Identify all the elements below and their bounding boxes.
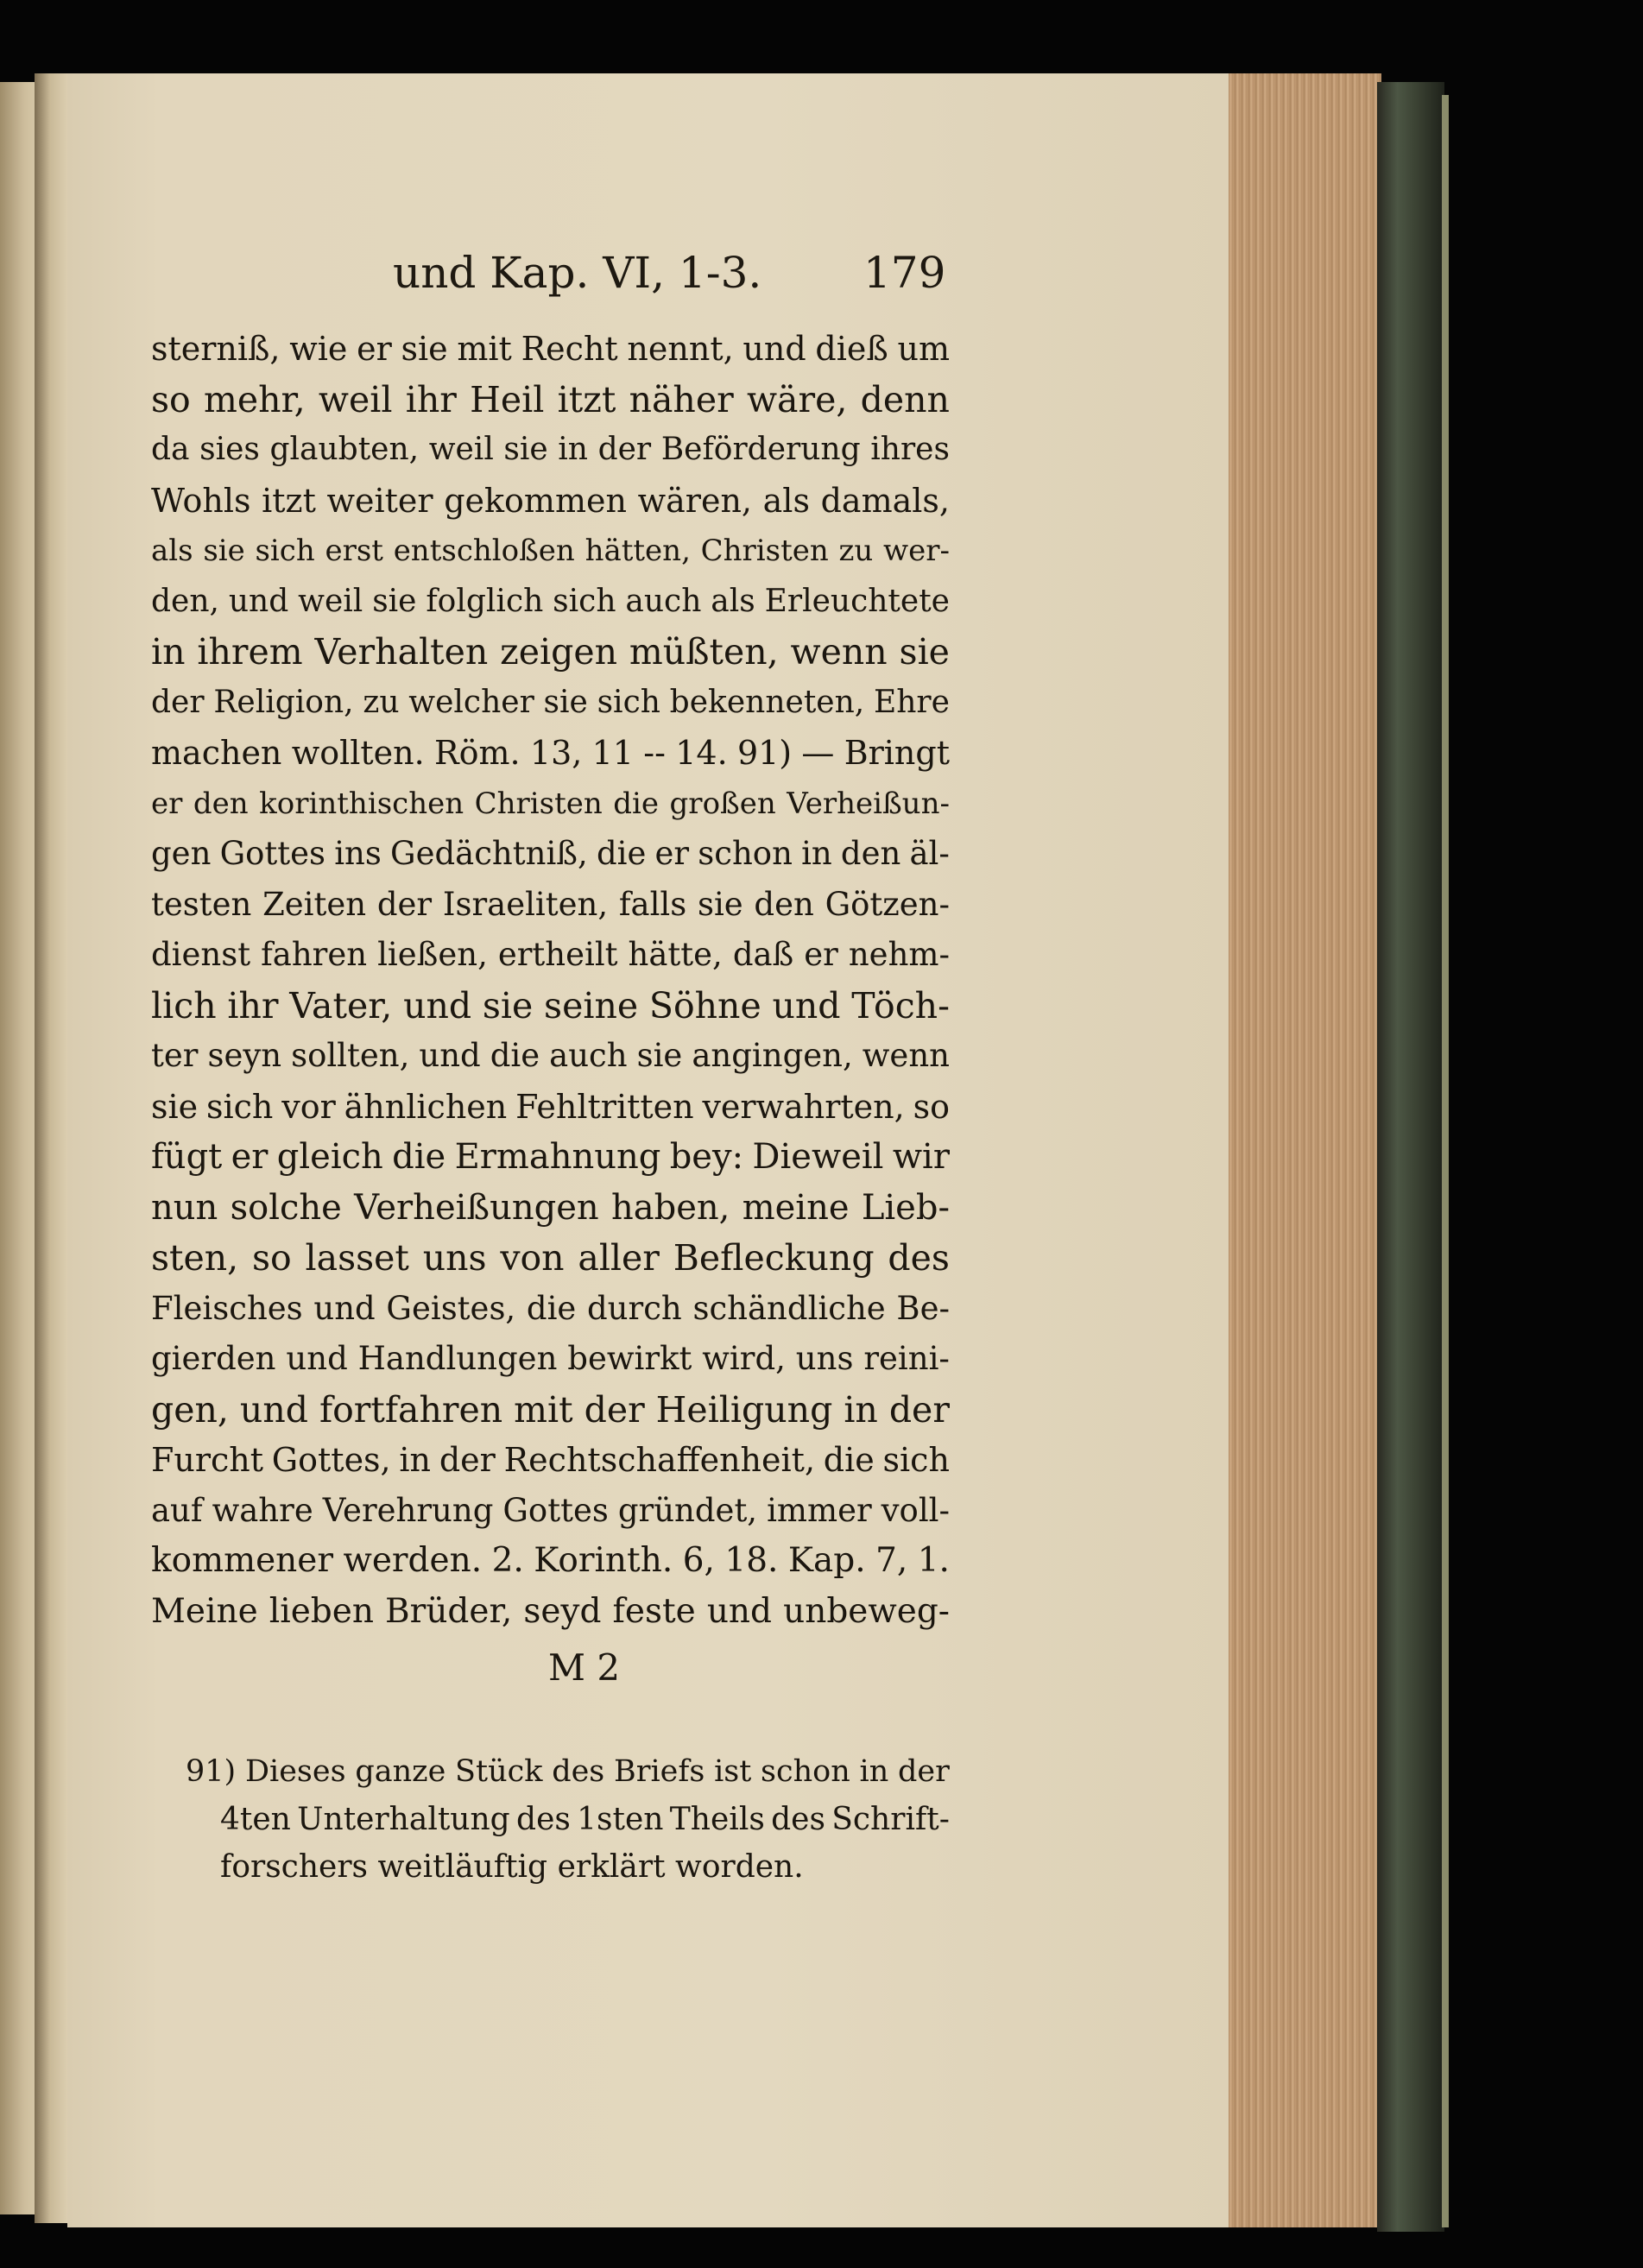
word: werden. [343, 1541, 483, 1580]
word: korinthischen [259, 786, 464, 821]
word: ter [151, 1037, 199, 1074]
word: erst [325, 534, 383, 568]
word: verwahrten, [702, 1087, 905, 1126]
word: als [151, 534, 193, 568]
page-number: 179 [863, 248, 946, 298]
text-line [151, 1385, 950, 1436]
word: und [419, 1037, 481, 1074]
text-line [151, 728, 950, 779]
word: Verehrung [322, 1491, 494, 1529]
word: dienst [151, 936, 251, 973]
word: auch [549, 1037, 628, 1074]
word: dieß [815, 330, 888, 368]
word: und [228, 583, 289, 619]
word: so [252, 1237, 292, 1279]
text-line [151, 779, 950, 830]
word: Verhalten [314, 631, 489, 673]
word: weitläuftig [377, 1849, 548, 1885]
word: bewirkt [567, 1340, 692, 1377]
word: Christen [700, 534, 829, 568]
word: seine [544, 984, 639, 1027]
word: und [706, 1591, 773, 1631]
word: gierden [151, 1340, 276, 1377]
word: sich [882, 1441, 950, 1479]
book-cover-edge [1377, 82, 1444, 2232]
book-gutter [35, 73, 69, 2223]
word: die [823, 1441, 875, 1479]
word: forschers [220, 1849, 369, 1885]
word: Schrift- [831, 1802, 950, 1837]
word: und [239, 1388, 308, 1431]
text-line [151, 1435, 950, 1486]
word: entschloßen [393, 534, 575, 568]
word: wäre, [746, 378, 848, 420]
word: den [840, 835, 901, 872]
word: 14. [675, 734, 728, 772]
word: Beförderung [660, 432, 861, 467]
word: hätte, [628, 936, 723, 973]
signature-mark: M 2 [548, 1646, 621, 1689]
word: Vater, [289, 984, 393, 1027]
text-line [151, 425, 950, 476]
word: Röm. [434, 734, 521, 772]
word: Ehre [873, 684, 950, 720]
word: 2. [491, 1541, 524, 1580]
word: weil [298, 583, 363, 619]
word: reini- [863, 1340, 950, 1377]
word: 4ten [220, 1802, 291, 1837]
word: Geistes, [386, 1289, 516, 1327]
word: die [490, 1037, 540, 1074]
word: in [801, 835, 832, 872]
word: ertheilt [497, 936, 618, 973]
word: Dieweil [752, 1137, 884, 1177]
word: Heiligung [655, 1388, 833, 1431]
word: 11 [591, 734, 634, 772]
word: uns [422, 1237, 487, 1279]
text-line [151, 930, 950, 981]
word: sich [255, 534, 315, 568]
word: bekenneten, [669, 684, 865, 720]
text-line [151, 375, 950, 426]
text-line [151, 981, 950, 1032]
word: wären, [637, 481, 752, 520]
footnote-line [186, 1843, 950, 1891]
word: äl- [909, 835, 950, 872]
text-line [151, 1284, 950, 1335]
word: in [399, 1441, 432, 1479]
word: sie [503, 432, 548, 467]
text-line [151, 1082, 950, 1133]
word: Rechtschaffenheit, [503, 1441, 816, 1479]
word: die [596, 835, 647, 872]
word: Stück [455, 1754, 543, 1789]
word: der [439, 1441, 496, 1479]
word: lich [151, 984, 217, 1027]
word: hätten, [585, 534, 691, 568]
word: mehr, [203, 378, 306, 420]
word: Fleisches [151, 1289, 303, 1327]
word: denn [860, 378, 950, 420]
word: die [392, 1137, 446, 1177]
word: meine [742, 1187, 850, 1228]
word: müßten, [629, 631, 779, 673]
word: Zeiten [262, 885, 367, 923]
word: gen, [151, 1388, 229, 1431]
word: er [357, 330, 392, 368]
word: uns [795, 1340, 854, 1377]
word: machen [151, 734, 282, 772]
word: solche [230, 1187, 342, 1228]
word: näher [629, 378, 734, 420]
word: welcher [408, 684, 534, 720]
word: fügt [151, 1137, 223, 1177]
word: Fehltritten [515, 1087, 694, 1126]
word: der [376, 885, 433, 923]
word: ihrem [197, 631, 303, 673]
word: wollten. [291, 734, 425, 772]
word: daß [732, 936, 794, 973]
word: durch [587, 1289, 682, 1327]
word: kommener [151, 1541, 333, 1580]
main-text-block [151, 324, 950, 1637]
word: als [762, 481, 810, 520]
word: der [888, 1388, 950, 1431]
word: sie [899, 631, 950, 673]
word: des [552, 1754, 605, 1789]
word: ist [714, 1754, 752, 1789]
word: Söhne [648, 984, 761, 1027]
word: wenn [862, 1037, 950, 1074]
word: zu [363, 684, 400, 720]
word: 18. [724, 1541, 779, 1580]
word: Recht [521, 330, 618, 368]
word: Lieb- [861, 1187, 950, 1228]
text-line [151, 1031, 950, 1082]
footnote-block [186, 1748, 950, 1891]
word: Wohls [151, 481, 251, 520]
word: sich [206, 1087, 274, 1126]
word: des [516, 1802, 571, 1837]
word: in [151, 631, 186, 673]
word: weil [318, 378, 393, 420]
word: sten, [151, 1237, 239, 1279]
word: weiter [326, 481, 433, 520]
word: Gottes, [271, 1441, 391, 1479]
word: 6, [682, 1541, 715, 1580]
word: lasset [305, 1237, 409, 1279]
word: und [313, 1289, 376, 1327]
word: er [231, 1137, 269, 1177]
word: auch [625, 583, 702, 619]
word: Bringt [844, 734, 950, 772]
word: und [772, 984, 841, 1027]
word: testen [151, 885, 252, 923]
word: Meine [151, 1591, 258, 1631]
word: damals, [820, 481, 950, 520]
word: angingen, [692, 1037, 853, 1074]
word: Gedächtniß, [390, 835, 588, 872]
word: sollten, [291, 1037, 410, 1074]
word: fahren [261, 936, 368, 973]
word: schändliche [692, 1289, 886, 1327]
text-line [151, 1486, 950, 1537]
word: sie [372, 583, 417, 619]
word: schon [761, 1754, 850, 1789]
word: unbeweg- [783, 1591, 950, 1631]
word: Religion, [213, 684, 354, 720]
word: Gottes [219, 835, 326, 872]
word: sie [697, 885, 743, 923]
word: und [286, 1340, 348, 1377]
word: und [743, 330, 806, 368]
word: die [526, 1289, 577, 1327]
word: wahre [212, 1491, 313, 1529]
word: mit [457, 330, 512, 368]
word: itzt [262, 481, 316, 520]
word: immer [767, 1491, 872, 1529]
word: Be- [896, 1289, 950, 1327]
word: großen [669, 786, 776, 821]
word: wer- [883, 534, 950, 568]
word: den, [151, 583, 219, 619]
word: Befleckung [673, 1237, 875, 1279]
word: Dieses [244, 1754, 346, 1789]
word: mit [514, 1388, 573, 1431]
word: ließen, [377, 936, 488, 973]
word: er [804, 936, 838, 973]
word: ihres [870, 432, 950, 467]
word: den [754, 885, 814, 923]
word: 91) [186, 1754, 237, 1789]
word: der [898, 1754, 950, 1789]
word: des [771, 1802, 825, 1837]
word: 7, [875, 1541, 908, 1580]
word: die [613, 786, 660, 821]
footnote-line [186, 1748, 950, 1796]
word: ins [334, 835, 382, 872]
word: Theils [669, 1802, 765, 1837]
word: Israeliten, [442, 885, 609, 923]
word: des [888, 1237, 950, 1279]
word: in [558, 432, 588, 467]
word: worden. [675, 1849, 804, 1885]
page-block-edges [1226, 73, 1381, 2227]
word: wie [289, 330, 348, 368]
text-line [151, 1183, 950, 1234]
word: nehm- [848, 936, 950, 973]
word: Briefs [614, 1754, 705, 1789]
word: bey: [669, 1137, 744, 1177]
word: haben, [611, 1187, 730, 1228]
word: um [897, 330, 950, 368]
word: der [151, 684, 205, 720]
word: Kap. [787, 1541, 866, 1580]
word: zeigen [500, 631, 618, 673]
word: erklärt [557, 1849, 666, 1885]
word: nun [151, 1187, 218, 1228]
word: schon [698, 835, 793, 872]
word: ihr [405, 378, 457, 420]
word: von [500, 1237, 565, 1279]
word: sich [597, 684, 660, 720]
word: wird, [702, 1340, 786, 1377]
word: Verheißungen [354, 1187, 599, 1228]
word: Erleuchtete [764, 583, 950, 619]
text-line [151, 1587, 950, 1638]
word: gleich [276, 1137, 383, 1177]
word: sie [543, 684, 588, 720]
word: zu [838, 534, 874, 568]
text-line [151, 678, 950, 729]
word: ihr [227, 984, 279, 1027]
text-line [151, 627, 950, 678]
word: in [844, 1388, 878, 1431]
word: wir [892, 1137, 950, 1177]
word: er [654, 835, 690, 872]
word: Ermahnung [454, 1137, 661, 1177]
word: lieben [269, 1591, 374, 1631]
text-line [151, 526, 950, 577]
text-line [151, 476, 950, 527]
word: und [403, 984, 472, 1027]
word: Christen [474, 786, 603, 821]
word: seyn [207, 1037, 282, 1074]
word: der [597, 432, 652, 467]
word: den [193, 786, 249, 821]
word: weil [428, 432, 494, 467]
word: Heil [470, 378, 545, 420]
word: fortfahren [319, 1388, 503, 1431]
word: sie [151, 1087, 199, 1126]
word: so [151, 378, 191, 420]
word: sterniß, [151, 330, 281, 368]
word: Furcht [151, 1441, 264, 1479]
word: als [711, 583, 755, 619]
word: nennt, [627, 330, 734, 368]
text-line [151, 880, 950, 931]
cover-board-edge [1442, 95, 1449, 2227]
word: gründet, [617, 1491, 758, 1529]
text-line [151, 1132, 950, 1183]
word: in [859, 1754, 889, 1789]
word: gen [151, 835, 212, 872]
word: folglich [426, 583, 544, 619]
word: 13, [529, 734, 583, 772]
word: vor [281, 1087, 336, 1126]
word: Töch- [851, 984, 950, 1027]
word: ähnlichen [344, 1087, 508, 1126]
text-line [151, 324, 950, 375]
word: er [151, 786, 183, 821]
word: Götzen- [825, 885, 950, 923]
word: glaubten, [269, 432, 420, 467]
word: Korinth. [534, 1541, 673, 1580]
word: Handlungen [357, 1340, 558, 1377]
word: sich [553, 583, 616, 619]
word: Brüder, [385, 1591, 513, 1631]
word: feste [612, 1591, 696, 1631]
word: sie [203, 534, 245, 568]
word: wenn [790, 631, 888, 673]
word: Unterhaltung [297, 1802, 510, 1837]
word: so [913, 1087, 950, 1126]
word: sie [482, 984, 534, 1027]
word: 1. [917, 1541, 950, 1580]
word: ganze [355, 1754, 446, 1789]
text-line [151, 577, 950, 628]
text-line [151, 1536, 950, 1587]
word: sie [636, 1037, 683, 1074]
word: da [151, 432, 190, 467]
word: 91) [736, 734, 793, 772]
word: 1sten [577, 1802, 664, 1837]
word: Verheißun- [787, 786, 950, 821]
left-page-edge [0, 82, 35, 2214]
word: sies [199, 432, 260, 467]
word: aller [578, 1237, 660, 1279]
word: itzt [557, 378, 616, 420]
word: auf [151, 1491, 203, 1529]
running-title: und Kap. VI, 1-3. [393, 248, 762, 298]
word: gekommen [444, 481, 627, 520]
text-line [151, 1233, 950, 1284]
word: sie [401, 330, 448, 368]
word: der [584, 1388, 645, 1431]
text-line [151, 1334, 950, 1385]
footnote-line [186, 1796, 950, 1843]
word: seyd [523, 1591, 602, 1631]
word: — [801, 734, 835, 772]
word: falls [618, 885, 687, 923]
word: Gottes [502, 1491, 609, 1529]
word: voll- [881, 1491, 950, 1529]
word: -- [643, 734, 666, 772]
text-line [151, 829, 950, 880]
